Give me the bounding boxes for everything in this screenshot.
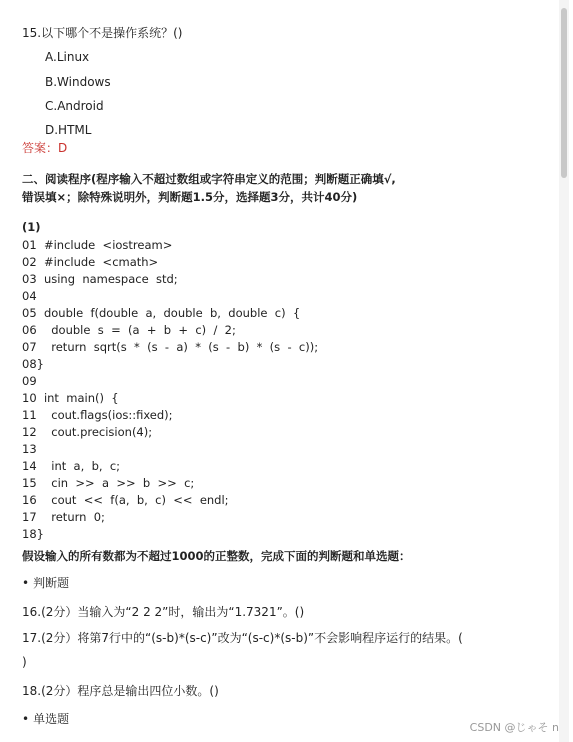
code-line: 16 cout << f(a, b, c) << endl; [22, 493, 229, 507]
code-line: 06 double s = (a + b + c) / 2; [22, 323, 236, 337]
option-c: C.Android [45, 99, 104, 113]
program-label: (1) [22, 220, 41, 234]
code-line: 14 int a, b, c; [22, 459, 121, 473]
code-line: 01 #include <iostream> [22, 238, 173, 252]
judge-section-header: • 判断题 [22, 574, 69, 591]
code-line: 17 return 0; [22, 510, 105, 524]
code-line: 13 [22, 442, 37, 456]
judge-question-18: 18.(2分）程序总是输出四位小数。() [22, 684, 219, 698]
csdn-watermark: CSDN @じゃそ n [469, 721, 559, 734]
question-15-stem: 15.以下哪个不是操作系统？() [22, 26, 183, 40]
judge-question-16: 16.(2分）当输入为“2 2 2”时，输出为“1.7321”。() [22, 605, 305, 619]
option-a: A.Linux [45, 50, 90, 64]
judge-question-17-cont: ) [22, 655, 27, 669]
code-line: 11 cout.flags(ios::fixed); [22, 408, 173, 422]
single-choice-header: • 单选题 [22, 710, 69, 727]
code-line: 10 int main() { [22, 391, 119, 405]
assumption-text: 假设输入的所有数都为不超过1000的正整数，完成下面的判断题和单选题： [22, 549, 411, 563]
code-line: 15 cin >> a >> b >> c; [22, 476, 195, 490]
section-2-title-line1: 二、阅读程序(程序输入不超过数组或字符串定义的范围；判断题正确填√, [22, 172, 396, 186]
code-line: 12 cout.precision(4); [22, 425, 153, 439]
answer-15: 答案：D [22, 141, 68, 155]
code-line: 05 double f(double a, double b, double c) { [22, 306, 301, 320]
judge-question-17: 17.(2分）将第7行中的“(s-b)*(s-c)”改为“(s-c)*(s-b)”不会影响程序运行的结果。( [22, 631, 463, 645]
option-b: B.Windows [45, 75, 111, 89]
option-d: D.HTML [45, 123, 92, 137]
code-line: 08} [22, 357, 44, 371]
section-2-title-line2: 错误填×；除特殊说明外，判断题1.5分，选择题3分，共计40分) [22, 190, 358, 204]
code-line: 07 return sqrt(s * (s - a) * (s - b) * (s - c)); [22, 340, 319, 354]
code-line: 02 #include <cmath> [22, 255, 159, 269]
code-line: 18} [22, 527, 44, 541]
scrollbar-thumb[interactable] [561, 8, 567, 178]
code-line: 03 using namespace std; [22, 272, 178, 286]
code-line: 04 [22, 289, 37, 303]
code-line: 09 [22, 374, 37, 388]
